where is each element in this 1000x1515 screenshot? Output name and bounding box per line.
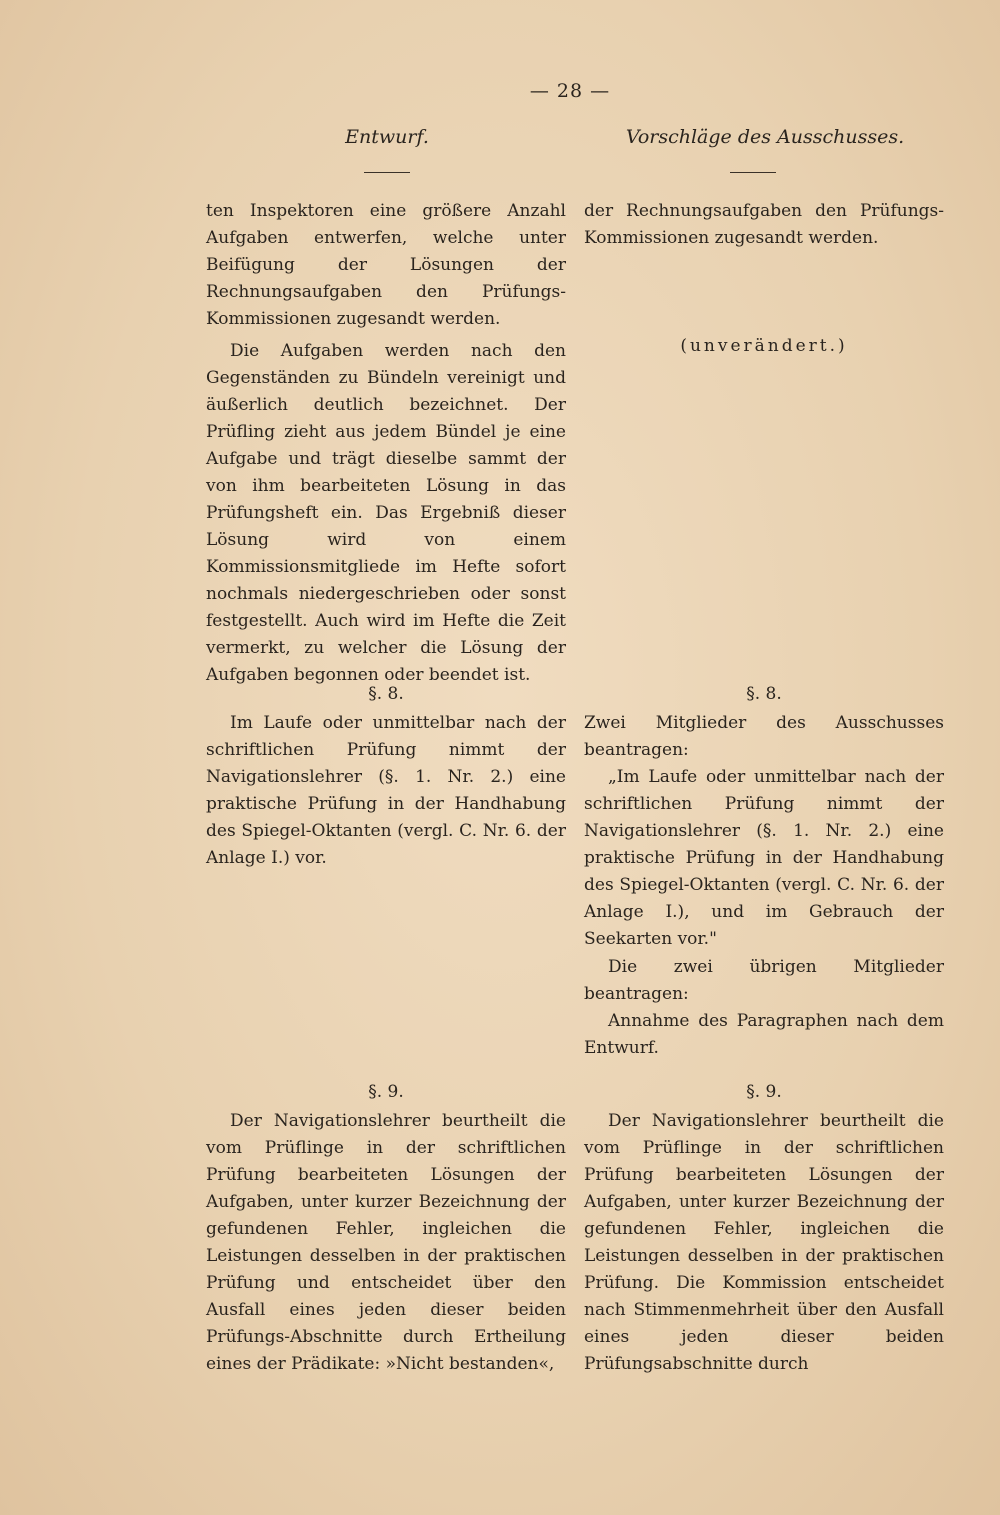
left-header-rule <box>364 172 410 173</box>
left-paragraph-2: Die Aufgaben werden nach den Gegenständen zu Bündeln vereinigt und äußerlich deutlich bezeichnet. Der Prüfling zieht aus jedem Bündel je eine Aufgabe und trägt dieselbe sammt der von ihm bearbeiteten Lösung in das Prüfungsheft ein. Das Ergebniß dieser Lösung wird von einem Kommissionsmitgliede im Hefte sofort nochmals niedergeschrieben oder sonst festgestellt. Auch wird im Hefte die Zeit vermerkt, zu welcher die Lösung der Aufgaben begonnen oder beendet ist. <box>206 341 566 685</box>
right-column-header: Vorschläge des Ausschusses. <box>625 126 905 148</box>
right-paragraph-5: Annahme des Paragraphen nach dem Entwurf. <box>584 1011 944 1058</box>
right-paragraph-4: Die zwei übrigen Mitglieder beantragen: <box>584 957 944 1004</box>
right-section-8-heading: §. 8. <box>746 684 782 704</box>
right-paragraph-1: der Rechnungsaufgaben den Prüfungs-Kommissionen zugesandt werden. <box>584 201 944 248</box>
right-paragraph-6: Der Navigationslehrer beurtheilt die vom Prüflinge in der schriftlichen Prüfung bearbeiteten Lösungen der Aufgaben, unter kurzer Bezeichnung der gefundenen Fehler, ingleichen die Leistungen desselben in der praktischen Prüfung. Die Kommission entscheidet nach Stimmenmehrheit über den Ausfall eines jeden dieser beiden Prüfungsabschnitte durch <box>584 1111 944 1374</box>
right-header-rule <box>730 172 776 173</box>
left-section-8-heading: §. 8. <box>368 684 404 704</box>
page-number: — 28 — <box>529 80 611 102</box>
left-section-9-heading: §. 9. <box>368 1082 404 1102</box>
left-paragraph-4: Der Navigationslehrer beurtheilt die vom Prüflinge in der schriftlichen Prüfung bearbeiteten Lösungen der Aufgaben, unter kurzer Bezeichnung der gefundenen Fehler, ingleichen die Leistungen desselben in der praktischen Prüfung und entscheidet über den Ausfall eines jeden dieser beiden Prüfungs-Abschnitte durch Ertheilung eines der Prädikate: »Nicht bestanden«, <box>206 1111 566 1374</box>
left-paragraph-3: Im Laufe oder unmittelbar nach der schriftlichen Prüfung nimmt der Navigationslehrer (§. 1. Nr. 2.) eine praktische Prüfung in der Handhabung des Spiegel-Oktanten (vergl. C. Nr. 6. der Anlage I.) vor. <box>206 713 566 868</box>
right-paragraph-3: „Im Laufe oder unmittelbar nach der schriftlichen Prüfung nimmt der Navigationslehrer (§. 1. Nr. 2.) eine praktische Prüfung in der Handhabung des Spiegel-Oktanten (vergl. C. Nr. 6. der Anlage I.), und im Gebrauch der Seekarten vor." <box>584 767 944 949</box>
right-paragraph-2: Zwei Mitglieder des Ausschusses beantragen: <box>584 713 944 760</box>
right-unchanged-note: (unverändert.) <box>680 336 848 356</box>
left-column-header: Entwurf. <box>345 126 429 148</box>
left-paragraph-1: ten Inspektoren eine größere Anzahl Aufgaben entwerfen, welche unter Beifügung der Lösungen der Rechnungsaufgaben den Prüfungs-Kommissionen zugesandt werden. <box>206 201 566 329</box>
right-section-9-heading: §. 9. <box>746 1082 782 1102</box>
